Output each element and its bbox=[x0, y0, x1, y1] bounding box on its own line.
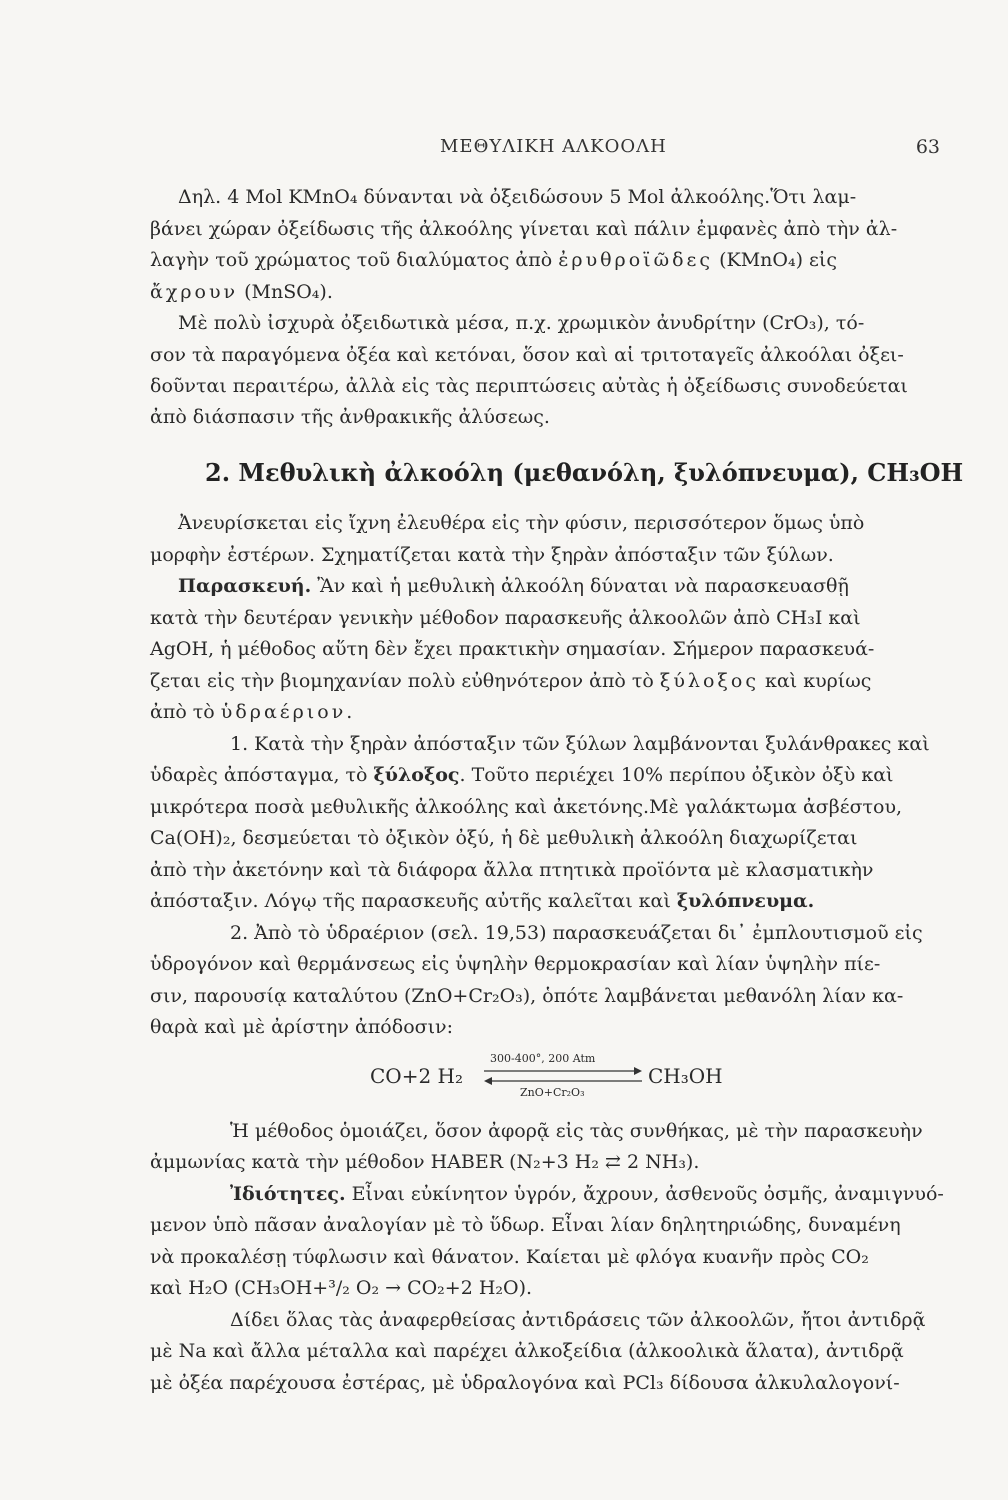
spaced-term: ἐρυθροϊῶδες bbox=[558, 249, 714, 271]
page-number: 63 bbox=[915, 136, 940, 158]
text-span: καὶ κυρίως bbox=[765, 670, 872, 692]
text-line: μορφὴν ἐστέρων. Σχηματίζεται κατὰ τὴν ξηρὰν ἀπόσταξιν τῶν ξύλων. bbox=[150, 544, 834, 566]
text-line bbox=[230, 1185, 944, 1204]
forward-arrow-icon bbox=[484, 1066, 642, 1076]
paragraph-heading: Παρασκευή. bbox=[178, 575, 312, 597]
text-line bbox=[150, 672, 871, 691]
section-title: 2. Μεθυλικὴ ἀλκοόλη (μεθανόλη, ξυλόπνευμα), CH₃OH bbox=[205, 458, 964, 487]
text-line: ἀπὸ διάσπασιν τῆς ἀνθρακικῆς ἀλύσεως. bbox=[150, 406, 550, 428]
text-span: ἀπόσταξιν. Λόγῳ τῆς παρασκευῆς αὐτῆς καλεῖται καὶ bbox=[150, 890, 671, 912]
equation-catalyst: ZnO+Cr₂O₃ bbox=[520, 1086, 585, 1099]
text-line: ἀπὸ τὴν ἀκετόνην καὶ τὰ διάφορα ἄλλα πτητικὰ προϊόντα μὲ κλασματικὴν bbox=[150, 859, 874, 881]
text-line bbox=[150, 703, 355, 722]
text-line bbox=[150, 766, 894, 785]
text-line: μὲ Na καὶ ἄλλα μέταλλα καὶ παρέχει ἀλκοξείδια (ἀλκοολικὰ ἅλατα), ἀντιδρᾷ bbox=[150, 1340, 904, 1362]
text-line: Ἡ μέθοδος ὁμοιάζει, ὅσον ἀφορᾷ εἰς τὰς συνθήκας, μὲ τὴν παρασκευὴν bbox=[230, 1120, 923, 1142]
text-line bbox=[178, 577, 849, 596]
bold-term: ξύλοξος bbox=[373, 764, 460, 786]
text-line: κατὰ τὴν δευτέραν γενικὴν μέθοδον παρασκευῆς ἀλκοολῶν ἀπὸ CH₃I καὶ bbox=[150, 607, 861, 629]
page-header bbox=[150, 136, 940, 160]
text-span: Ἂν καὶ ἡ μεθυλικὴ ἀλκοόλη δύναται νὰ παρασκευασθῇ bbox=[317, 575, 849, 597]
text-line: Ἀνευρίσκεται εἰς ἴχνη ἐλευθέρα εἰς τὴν φύσιν, περισσότερον ὅμως ὑπὸ bbox=[178, 512, 865, 534]
text-line: Ca(OH)₂, δεσμεύεται τὸ ὀξικὸν ὀξύ, ἡ δὲ μεθυλικὴ ἀλκοόλη διαχωρίζεται bbox=[150, 827, 858, 849]
text-line: μικρότερα ποσὰ μεθυλικῆς ἀλκοόλης καὶ ἀκετόνης.Μὲ γαλάκτωμα ἀσβέστου, bbox=[150, 796, 903, 818]
text-span: (MnSO₄). bbox=[244, 281, 333, 303]
text-line: 2. Ἀπὸ τὸ ὑδραέριον (σελ. 19,53) παρασκευάζεται δι᾽ ἐμπλουτισμοῦ εἰς bbox=[230, 922, 923, 944]
text-line bbox=[150, 283, 333, 302]
equation-conditions: 300-400°, 200 Atm bbox=[490, 1052, 596, 1065]
text-line bbox=[150, 251, 837, 270]
spaced-term: ξύλοξος bbox=[659, 670, 759, 692]
bold-term: ξυλόπνευμα. bbox=[676, 890, 815, 912]
spaced-term: ἄχρουν bbox=[150, 281, 239, 303]
text-span: Εἶναι εὐκίνητον ὑγρόν, ἄχρουν, ἀσθενοῦς ὀσμῆς, ἀναμιγνυό- bbox=[351, 1183, 944, 1205]
text-line: Δίδει ὅλας τὰς ἀναφερθείσας ἀντιδράσεις τῶν ἀλκοολῶν, ἤτοι ἀντιδρᾷ bbox=[230, 1309, 926, 1331]
text-span: . Τοῦτο περιέχει 10% περίπου ὀξικὸν ὀξὺ καὶ bbox=[459, 764, 894, 786]
text-line: ἀμμωνίας κατὰ τὴν μέθοδον HABER (N₂+3 H₂ ⇄ 2 NH₃). bbox=[150, 1151, 700, 1173]
running-head: ΜΕΘΥΛΙΚΗ ΑΛΚΟΟΛΗ bbox=[440, 136, 667, 157]
text-line: θαρὰ καὶ μὲ ἀρίστην ἀπόδοσιν: bbox=[150, 1016, 453, 1038]
text-line: δοῦνται περαιτέρω, ἀλλὰ εἰς τὰς περιπτώσεις αὐτὰς ἡ ὀξείδωσις συνοδεύεται bbox=[150, 375, 908, 397]
reaction-equation bbox=[370, 1052, 730, 1102]
text-span: ὑδαρὲς ἀπόσταγμα, τὸ bbox=[150, 764, 368, 786]
equation-reactants: CO+2 H₂ bbox=[370, 1064, 463, 1088]
text-span: (KMnO₄) εἰς bbox=[719, 249, 837, 271]
text-line: Μὲ πολὺ ἰσχυρὰ ὀξειδωτικὰ μέσα, π.χ. χρωμικὸν ἀνυδρίτην (CrO₃), τό- bbox=[178, 312, 865, 334]
text-span: ἀπὸ τὸ bbox=[150, 701, 215, 723]
text-line: μὲ ὀξέα παρέχουσα ἐστέρας, μὲ ὑδραλογόνα καὶ PCl₃ δίδουσα ἀλκυλαλογονί- bbox=[150, 1372, 900, 1394]
text-line bbox=[150, 892, 814, 911]
equation-product: CH₃OH bbox=[648, 1064, 723, 1088]
text-line: Δηλ. 4 Mol KMnO₄ δύνανται νὰ ὀξειδώσουν 5 Mol ἀλκοόλης.Ὅτι λαμ- bbox=[178, 186, 857, 208]
text-line: ὑδρογόνον καὶ θερμάνσεως εἰς ὑψηλὴν θερμοκρασίαν καὶ λίαν ὑψηλὴν πίε- bbox=[150, 953, 881, 975]
text-line: καὶ H₂O (CH₃OH+³/₂ O₂ → CO₂+2 H₂O). bbox=[150, 1277, 533, 1299]
paragraph-heading: Ἰδιότητες. bbox=[230, 1183, 346, 1205]
text-line: μενον ὑπὸ πᾶσαν ἀναλογίαν μὲ τὸ ὕδωρ. Εἶναι λίαν δηλητηριώδης, δυναμένη bbox=[150, 1214, 901, 1236]
reverse-arrow-icon bbox=[484, 1076, 642, 1086]
text-span: λαγὴν τοῦ χρώματος τοῦ διαλύματος ἀπὸ bbox=[150, 249, 553, 271]
text-line: AgOH, ἡ μέθοδος αὕτη δὲν ἔχει πρακτικὴν σημασίαν. Σήμερον παρασκευά- bbox=[150, 638, 875, 660]
text-span: ζεται εἰς τὴν βιομηχανίαν πολὺ εὐθηνότερον ἀπὸ τὸ bbox=[150, 670, 654, 692]
text-line: 1. Κατὰ τὴν ξηρὰν ἀπόσταξιν τῶν ξύλων λαμβάνονται ξυλάνθρακες καὶ bbox=[230, 733, 930, 755]
text-line: βάνει χώραν ὀξείδωσις τῆς ἀλκοόλης γίνεται καὶ πάλιν ἐμφανὲς ἀπὸ τὴν ἀλ- bbox=[150, 218, 898, 240]
text-line: νὰ προκαλέσῃ τύφλωσιν καὶ θάνατον. Καίεται μὲ φλόγα κυανῆν πρὸς CO₂ bbox=[150, 1246, 869, 1268]
text-line: σον τὰ παραγόμενα ὀξέα καὶ κετόναι, ὅσον καὶ αἱ τριτοταγεῖς ἀλκοόλαι ὀξει- bbox=[150, 344, 904, 366]
text-line: σιν, παρουσίᾳ καταλύτου (ZnO+Cr₂O₃), ὁπότε λαμβάνεται μεθανόλη λίαν κα- bbox=[150, 985, 904, 1007]
spaced-term: ὑδραέριον. bbox=[220, 701, 356, 723]
